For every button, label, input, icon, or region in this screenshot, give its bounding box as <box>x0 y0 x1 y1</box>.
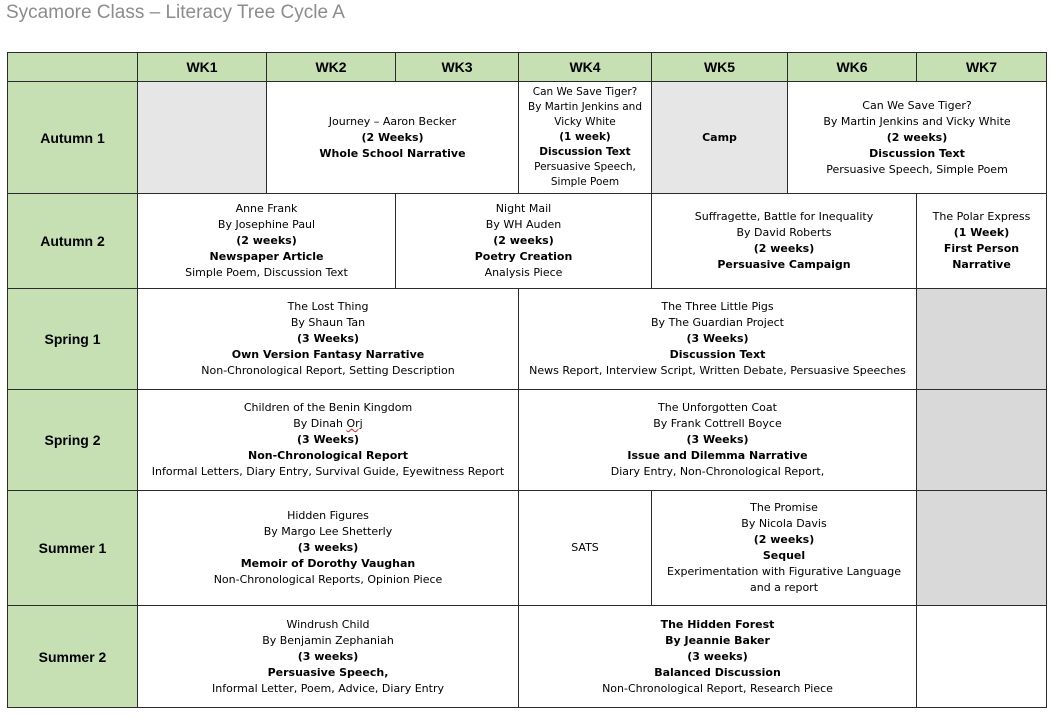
author: By Margo Lee Shetterly <box>263 525 393 538</box>
other-outcomes: Non-Chronological Report, Setting Description <box>201 364 455 377</box>
term-label: Spring 1 <box>8 289 138 390</box>
row-summer-1 <box>8 491 1047 606</box>
author-prefix: By Dinah <box>293 417 347 430</box>
other-outcomes: Diary Entry, Non-Chronological Report, <box>610 465 825 478</box>
other-outcomes: Persuasive Speech, <box>534 161 636 173</box>
unit-hidden-forest <box>519 606 917 708</box>
book-title: The Three Little Pigs <box>661 300 774 313</box>
header-wk1: WK1 <box>138 53 267 82</box>
main-outcome: Persuasive Campaign <box>717 258 851 271</box>
book-title: Night Mail <box>495 202 552 215</box>
row-autumn-2 <box>8 194 1047 289</box>
unit-lost-thing <box>138 289 519 390</box>
duration: (2 weeks) <box>236 234 297 247</box>
duration: (1 Week) <box>953 226 1010 239</box>
author: By Martin Jenkins and Vicky White <box>823 114 1011 128</box>
main-outcome: Whole School Narrative <box>319 146 466 160</box>
book-title: The Hidden Forest <box>660 617 775 631</box>
row-spring-2 <box>8 390 1047 491</box>
author-surname: Orj <box>346 417 363 430</box>
unit-suffragette <box>652 194 917 289</box>
other-outcomes: Simple Poem, Discussion Text <box>185 266 348 279</box>
author: Vicky White <box>554 116 616 128</box>
duration: (2 weeks) <box>753 242 815 255</box>
term-label: Autumn 1 <box>8 82 138 194</box>
main-outcome: Own Version Fantasy Narrative <box>231 348 425 361</box>
other-outcomes: Experimentation with Figurative Language <box>667 565 901 578</box>
header-wk6: WK6 <box>788 53 917 82</box>
author: By Martin Jenkins and <box>527 101 643 113</box>
main-outcome: Balanced Discussion <box>654 665 781 679</box>
duration: (2 weeks) <box>753 533 815 546</box>
unit-benin-kingdom <box>138 390 519 491</box>
author: By WH Auden <box>485 218 562 231</box>
unit-the-promise <box>652 491 917 606</box>
book-title: Hidden Figures <box>287 509 369 522</box>
unit-three-little-pigs <box>519 289 917 390</box>
empty-cell <box>917 606 1047 708</box>
row-autumn-1 <box>8 82 1047 194</box>
main-outcome: Issue and Dilemma Narrative <box>627 449 808 462</box>
header-wk3: WK3 <box>396 53 519 82</box>
other-outcomes: Non-Chronological Reports, Opinion Piece <box>213 573 443 586</box>
duration: (3 Weeks) <box>686 433 749 446</box>
duration: (2 weeks) <box>886 130 948 144</box>
unit-anne-frank <box>138 194 396 289</box>
author: By Jeannie Baker <box>665 633 770 647</box>
row-spring-1 <box>8 289 1047 390</box>
empty-cell <box>917 491 1047 606</box>
other-outcomes: and a report <box>749 581 819 594</box>
other-outcomes: Informal Letter, Poem, Advice, Diary Entry <box>212 681 444 695</box>
term-label: Summer 2 <box>8 606 138 708</box>
literacy-grid <box>7 52 1047 708</box>
header-wk4: WK4 <box>519 53 652 82</box>
empty-cell <box>138 82 267 194</box>
main-outcome: Discussion Text <box>869 146 965 160</box>
author: By Josephine Paul <box>217 218 316 231</box>
author <box>140 416 516 432</box>
author: By Nicola Davis <box>741 517 827 530</box>
author: By Benjamin Zephaniah <box>262 633 394 647</box>
page-title: Sycamore Class – Literacy Tree Cycle A <box>6 2 345 23</box>
book-title: The Polar Express <box>932 210 1031 223</box>
author: By David Roberts <box>736 226 832 239</box>
main-outcome: Persuasive Speech, <box>267 665 389 679</box>
header-row <box>8 53 1047 82</box>
unit-unforgotten-coat <box>519 390 917 491</box>
term-label: Spring 2 <box>8 390 138 491</box>
header-wk2: WK2 <box>267 53 396 82</box>
author: By Shaun Tan <box>290 316 366 329</box>
duration: (3 Weeks) <box>296 433 360 446</box>
term-label: Summer 1 <box>8 491 138 606</box>
other-outcomes: Informal Letters, Diary Entry, Survival Guide, Eyewitness Report <box>151 465 505 478</box>
other-outcomes: Simple Poem <box>550 176 620 188</box>
header-wk7: WK7 <box>917 53 1047 82</box>
header-corner <box>8 53 138 82</box>
other-outcomes: Non-Chronological Report, Research Piece <box>602 681 833 695</box>
term-label: Autumn 2 <box>8 194 138 289</box>
main-outcome: Discussion Text <box>539 146 631 158</box>
duration: (3 weeks) <box>297 541 359 554</box>
unit-tiger-short <box>519 82 652 194</box>
main-outcome: Narrative <box>952 258 1011 271</box>
duration: (2 Weeks) <box>361 130 424 144</box>
book-title: Anne Frank <box>235 202 298 215</box>
book-title: Children of the Benin Kingdom <box>243 401 413 414</box>
duration: (2 weeks) <box>493 234 554 247</box>
author: By Frank Cottrell Boyce <box>653 417 782 430</box>
book-title: Can We Save Tiger? <box>532 86 638 98</box>
duration: (3 Weeks) <box>686 332 749 345</box>
book-title: The Unforgotten Coat <box>658 401 777 414</box>
unit-tiger-long <box>788 82 1047 194</box>
main-outcome: Poetry Creation <box>474 250 573 263</box>
main-outcome: Sequel <box>762 549 806 562</box>
unit-journey <box>267 82 519 194</box>
unit-hidden-figures <box>138 491 519 606</box>
row-summer-2 <box>8 606 1047 708</box>
book-title: Journey – Aaron Becker <box>328 114 457 128</box>
unit-camp: Camp <box>652 82 788 194</box>
book-title: The Promise <box>750 501 818 514</box>
main-outcome: Memoir of Dorothy Vaughan <box>240 557 416 570</box>
unit-sats: SATS <box>519 491 652 606</box>
main-outcome: Discussion Text <box>669 348 766 361</box>
book-title: Can We Save Tiger? <box>862 98 972 112</box>
book-title: Windrush Child <box>286 617 370 631</box>
author: By The Guardian Project <box>651 316 784 329</box>
book-title: The Lost Thing <box>287 300 369 313</box>
other-outcomes: News Report, Interview Script, Written Debate, Persuasive Speeches <box>529 364 906 377</box>
duration: (3 Weeks) <box>296 332 360 345</box>
duration: (3 weeks) <box>297 649 359 663</box>
main-outcome: Non-Chronological Report <box>248 449 408 462</box>
header-wk5: WK5 <box>652 53 788 82</box>
empty-cell <box>917 289 1047 390</box>
duration: (3 weeks) <box>687 649 748 663</box>
unit-windrush-child <box>138 606 519 708</box>
main-outcome: Newspaper Article <box>209 250 324 263</box>
unit-polar-express <box>917 194 1047 289</box>
duration: (1 week) <box>559 131 611 143</box>
other-outcomes: Analysis Piece <box>484 266 563 279</box>
empty-cell <box>917 390 1047 491</box>
unit-night-mail <box>396 194 652 289</box>
other-outcomes: Persuasive Speech, Simple Poem <box>826 162 1008 176</box>
book-title: Suffragette, Battle for Inequality <box>694 210 874 223</box>
main-outcome: First Person <box>943 242 1020 255</box>
